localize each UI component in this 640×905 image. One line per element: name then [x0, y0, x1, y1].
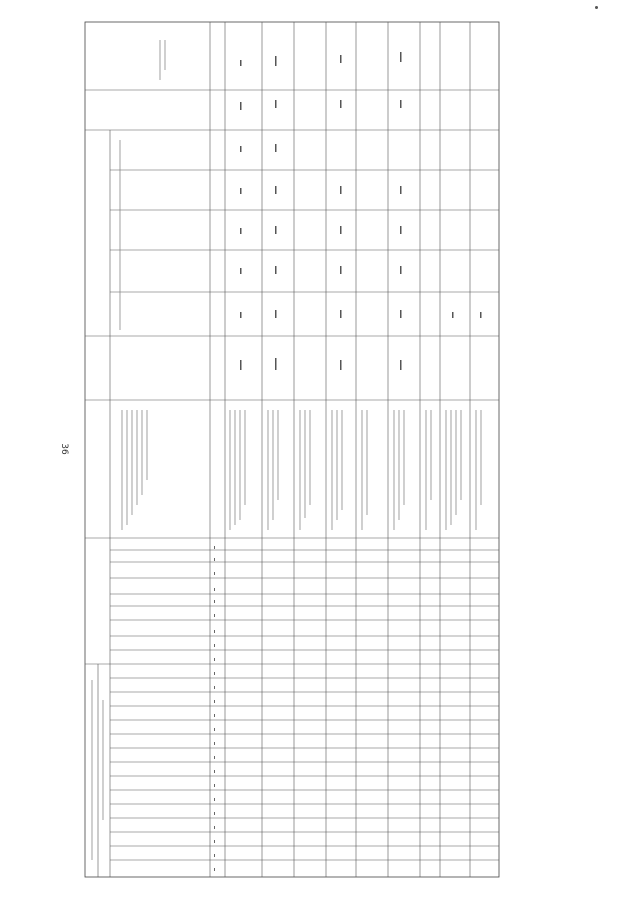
- page-number: 36: [59, 443, 69, 455]
- text-line-marks: [92, 40, 481, 860]
- header-lines: [98, 130, 110, 877]
- column-number-marks: [214, 546, 215, 871]
- value-marks: [240, 52, 482, 370]
